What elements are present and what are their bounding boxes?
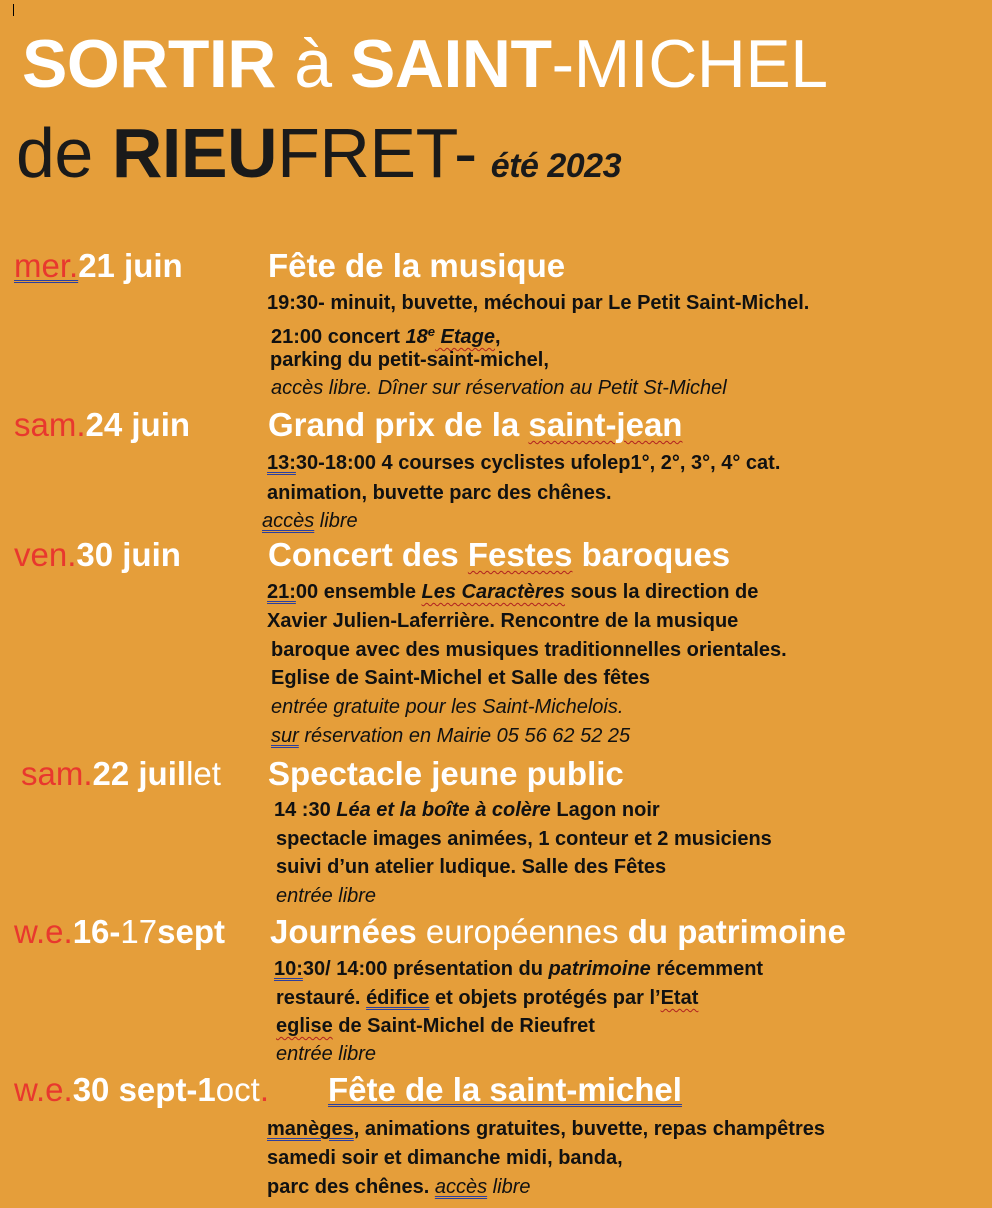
event-line: parking du petit-saint-michel, xyxy=(270,349,549,371)
event-line: suivi d’un atelier ludique. Salle des Fêtes xyxy=(276,856,667,878)
event-line: 14 :30 Léa et la boîte à colère Lagon noir xyxy=(274,799,660,821)
title-michel: -MICHEL xyxy=(551,26,828,102)
event-day: ven. xyxy=(14,536,77,573)
event-line: Xavier Julien-Laferrière. Rencontre de la musique xyxy=(267,610,739,632)
event-date: w.e.30 sept-1oct. xyxy=(14,1071,269,1108)
event-line: animation, buvette parc des chênes. xyxy=(267,482,612,504)
event-line: parc des chênes. accès libre xyxy=(267,1176,531,1198)
event-date: sam.22 juillet xyxy=(21,755,221,792)
title-line-2 xyxy=(16,112,621,207)
event-line: 13:30-18:00 4 courses cyclistes ufolep1°, 2°, 3°, 4° cat. xyxy=(267,452,781,474)
event-date-text: 30 sept-1 xyxy=(72,1071,216,1108)
title-a: à xyxy=(275,26,351,102)
event-line: eglise de Saint-Michel de Rieufret xyxy=(276,1015,595,1037)
event-date-text: 22 juil xyxy=(92,755,187,792)
event-date-text: 24 juin xyxy=(85,406,191,443)
event-line: entrée gratuite pour les Saint-Michelois. xyxy=(271,696,624,718)
event-line: manèges, animations gratuites, buvette, repas champêtres xyxy=(267,1118,825,1140)
title-rieu: RIEU xyxy=(111,114,278,192)
event-title: Concert des Festes baroques xyxy=(268,536,731,573)
event-title: Spectacle jeune public xyxy=(268,755,624,792)
event-line: 10:30/ 14:00 présentation du patrimoine récemment xyxy=(274,958,764,980)
event-line: 21:00 concert 18e Etage, xyxy=(271,324,501,348)
event-day: w.e. xyxy=(14,913,73,950)
event-line: 19:30- minuit, buvette, méchoui par Le Petit Saint-Michel. xyxy=(267,292,810,314)
title-fret: FRET- xyxy=(277,114,477,192)
event-line: accès libre. Dîner sur réservation au Petit St-Michel xyxy=(271,377,727,399)
event-day: sam. xyxy=(21,755,93,792)
event-line: entrée libre xyxy=(276,1043,377,1065)
event-title: Fête de la musique xyxy=(268,247,566,284)
event-day: w.e. xyxy=(14,1071,73,1108)
event-line: baroque avec des musiques traditionnelles orientales. xyxy=(271,639,787,661)
event-date xyxy=(14,405,190,445)
event-date-text: 16- xyxy=(72,913,121,950)
event-line: restauré. édifice et objets protégés par l’Etat xyxy=(276,987,699,1009)
title-de: de xyxy=(16,114,112,192)
event-date xyxy=(14,535,181,575)
event-title: Grand prix de la saint-jean xyxy=(268,406,683,443)
event-line: accès libre xyxy=(262,510,358,532)
event-line: entrée libre xyxy=(276,885,377,907)
title-sortir: SORTIR xyxy=(22,26,276,102)
event-date-text: 30 juin xyxy=(76,536,181,573)
event-line: Eglise de Saint-Michel et Salle des fêtes xyxy=(271,667,651,689)
event-day: sam. xyxy=(14,406,86,443)
title-line-1 xyxy=(22,24,828,104)
event-day: mer. xyxy=(14,247,79,284)
text-cursor xyxy=(13,4,14,16)
event-title: Journées européennes du patrimoine xyxy=(270,913,846,950)
event-date-text: 21 juin xyxy=(78,247,183,284)
event-date: w.e.16-17sept xyxy=(14,913,225,950)
title-season: été 2023 xyxy=(490,147,622,185)
event-title: Fête de la saint-michel xyxy=(328,1071,682,1108)
event-line: 21:00 ensemble Les Caractères sous la direction de xyxy=(267,581,759,603)
event-line: sur réservation en Mairie 05 56 62 52 25 xyxy=(271,725,631,747)
title-saint: SAINT xyxy=(350,26,552,102)
event-line: spectacle images animées, 1 conteur et 2 musiciens xyxy=(276,828,772,850)
event-line: samedi soir et dimanche midi, banda, xyxy=(267,1147,623,1169)
event-date xyxy=(14,246,183,286)
